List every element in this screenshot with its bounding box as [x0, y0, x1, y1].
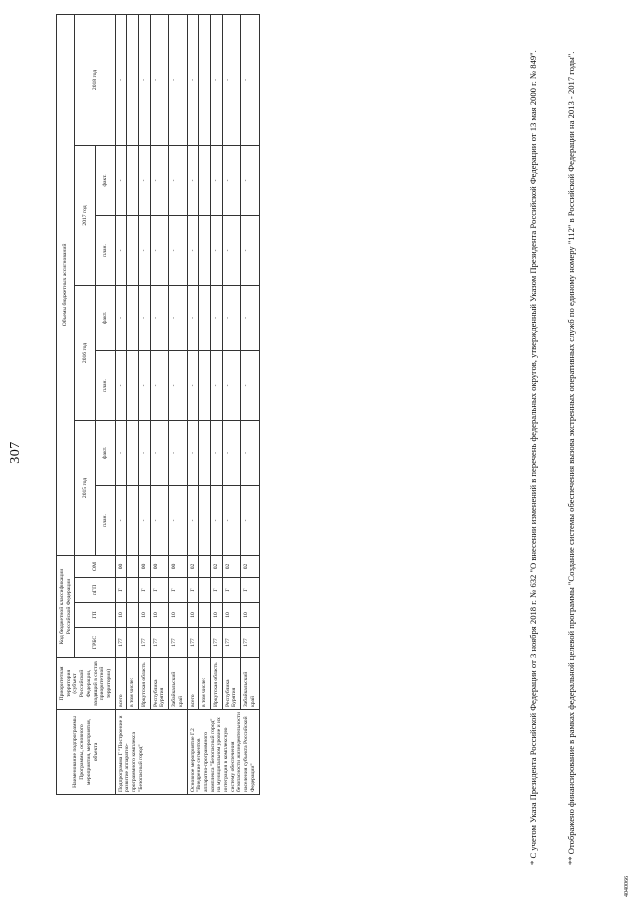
document-id: 4040066 [624, 876, 630, 897]
fact-2016: - [115, 285, 127, 350]
row-gp: 10 [139, 603, 151, 628]
plan-2015: - [139, 485, 151, 555]
header-name: Наименование подпрограммы Программы, основного мероприятия, мероприятия, объекта [57, 710, 116, 795]
value-2018: - [139, 14, 151, 145]
header-grbs: ГРБС [75, 628, 115, 658]
value-2018: - [210, 14, 222, 145]
plan-2016: - [115, 350, 127, 420]
fact-2016: - [222, 285, 240, 350]
row-territory: в том числе: [127, 658, 139, 710]
row-pgp: Г [115, 578, 127, 603]
value-2018: - [222, 14, 240, 145]
value-2018: - [150, 14, 168, 145]
fact-2016: - [187, 285, 199, 350]
fact-2017: - [241, 145, 259, 215]
header-code: Код бюджетной классификации Российской Федерации [57, 555, 75, 657]
row-om: 02 [187, 555, 199, 577]
plan-2017: - [187, 215, 199, 285]
plan-2016: - [210, 350, 222, 420]
plan-2015: - [169, 485, 187, 555]
header-territory: Приоритетная территория (субъект Российской Федерации, входящий в состав приоритетной территории) [57, 658, 116, 710]
row-gp: 10 [210, 603, 222, 628]
row-grbs: 177 [187, 628, 199, 658]
row-territory: Забайкальский край [169, 658, 187, 710]
row-grbs: 177 [210, 628, 222, 658]
row-om: 00 [139, 555, 151, 577]
fact-2017: - [139, 145, 151, 215]
row-grbs: 177 [222, 628, 240, 658]
plan-2016: - [187, 350, 199, 420]
fact-2015: - [222, 420, 240, 485]
plan-2017: - [210, 215, 222, 285]
plan-2015: - [187, 485, 199, 555]
fact-2015: - [169, 420, 187, 485]
plan-2016: - [169, 350, 187, 420]
fact-2017: - [222, 145, 240, 215]
plan-2015: - [241, 485, 259, 555]
plan-2017: - [169, 215, 187, 285]
table-row [210, 14, 222, 794]
header-plan-2015: план. [95, 485, 115, 555]
fact-2016: - [169, 285, 187, 350]
table-row [222, 14, 240, 794]
plan-2017: - [150, 215, 168, 285]
plan-2016: - [222, 350, 240, 420]
table-row [115, 14, 127, 794]
header-fact-2015: факт. [95, 420, 115, 485]
header-om: ОМ [75, 555, 115, 577]
fact-2015: - [115, 420, 127, 485]
table-row [187, 14, 199, 794]
row-pgp: Г [241, 578, 259, 603]
fact-2015: - [241, 420, 259, 485]
row-territory: Иркутская область [139, 658, 151, 710]
budget-table [56, 14, 260, 795]
header-plan-2016: план. [95, 350, 115, 420]
value-2018: - [169, 14, 187, 145]
fact-2015: - [150, 420, 168, 485]
row-pgp: Г [139, 578, 151, 603]
row-territory: Иркутская область [210, 658, 222, 710]
fact-2015: - [187, 420, 199, 485]
fact-2017: - [150, 145, 168, 215]
value-2018: - [241, 14, 259, 145]
plan-2015: - [150, 485, 168, 555]
row-om: 00 [169, 555, 187, 577]
header-2015: 2015 год [75, 420, 95, 555]
row-grbs: 177 [169, 628, 187, 658]
table-row [150, 14, 168, 794]
row-gp: 10 [115, 603, 127, 628]
row-grbs: 177 [115, 628, 127, 658]
fact-2017: - [210, 145, 222, 215]
row-gp: 10 [241, 603, 259, 628]
row-om: 02 [222, 555, 240, 577]
table-row [169, 14, 187, 794]
header-fact-2016: факт. [95, 285, 115, 350]
footnote-2: ** Отображено финансирование в рамках федеральной целевой программы "Создание системы обеспечения вызова экстренных оперативных служб по единому номеру "112" в Российской Федерации на 2013 - 2017 годы". [566, 51, 576, 865]
fact-2016: - [139, 285, 151, 350]
fact-2016: - [150, 285, 168, 350]
header-2017: 2017 год [75, 145, 95, 285]
row-pgp: Г [222, 578, 240, 603]
row-om: 00 [150, 555, 168, 577]
row-territory: в том числе: [199, 658, 211, 710]
plan-2016: - [150, 350, 168, 420]
row-territory: Забайкальский край [241, 658, 259, 710]
header-plan-2017: план. [95, 215, 115, 285]
row-gp: 10 [169, 603, 187, 628]
fact-2017: - [115, 145, 127, 215]
row-om: 02 [210, 555, 222, 577]
row-territory: Республика Бурятия [150, 658, 168, 710]
table-row [241, 14, 259, 794]
page-number: 307 [8, 441, 23, 464]
fact-2017: - [187, 145, 199, 215]
row-territory: Республика Бурятия [222, 658, 240, 710]
plan-2015: - [210, 485, 222, 555]
plan-2017: - [115, 215, 127, 285]
row-name: Основное мероприятие Г.2 "Внедрение сегментов аппаратно-программного комплекса "Безопасный город" на муниципальном уровне и их интеграция в комплексную систему обеспечения безопасности жизнедеятельности населения субъекта Российской Федерации" [187, 710, 259, 795]
row-gp: 10 [150, 603, 168, 628]
row-gp: 10 [187, 603, 199, 628]
row-name: Подпрограмма Г "Построение и развитие аппаратно-программного комплекса "Безопасный город" [115, 710, 187, 795]
row-territory: всего [187, 658, 199, 710]
plan-2017: - [139, 215, 151, 285]
row-gp: 10 [222, 603, 240, 628]
plan-2017: - [222, 215, 240, 285]
row-grbs: 177 [139, 628, 151, 658]
value-2018: - [115, 14, 127, 145]
fact-2016: - [241, 285, 259, 350]
fact-2016: - [210, 285, 222, 350]
header-fact-2017: факт. [95, 145, 115, 215]
row-pgp: Г [150, 578, 168, 603]
fact-2015: - [210, 420, 222, 485]
row-grbs: 177 [241, 628, 259, 658]
table-row [199, 14, 211, 794]
plan-2017: - [241, 215, 259, 285]
plan-2016: - [241, 350, 259, 420]
row-pgp: Г [169, 578, 187, 603]
header-2018: 2018 год [75, 14, 115, 145]
fact-2015: - [139, 420, 151, 485]
row-om: 02 [241, 555, 259, 577]
footnote-1: * С учетом Указа Президента Российской Федерации от 3 ноября 2018 г. № 632 "О внесении изменений в перечень федеральных округов, утвержденный Указом Президента Российской Федерации от 13 мая 2000 г. № 849". [528, 50, 538, 865]
header-gp: ГП [75, 603, 115, 628]
row-pgp: Г [187, 578, 199, 603]
plan-2015: - [115, 485, 127, 555]
row-pgp: Г [210, 578, 222, 603]
fact-2017: - [169, 145, 187, 215]
table-row [139, 14, 151, 794]
header-volume: Объемы бюджетных ассигнований [57, 14, 75, 555]
row-territory: всего [115, 658, 127, 710]
header-pgp: пГП [75, 578, 115, 603]
plan-2015: - [222, 485, 240, 555]
header-2016: 2016 год [75, 285, 95, 420]
row-om: 00 [115, 555, 127, 577]
row-grbs: 177 [150, 628, 168, 658]
plan-2016: - [139, 350, 151, 420]
value-2018: - [187, 14, 199, 145]
table-row [127, 14, 139, 794]
